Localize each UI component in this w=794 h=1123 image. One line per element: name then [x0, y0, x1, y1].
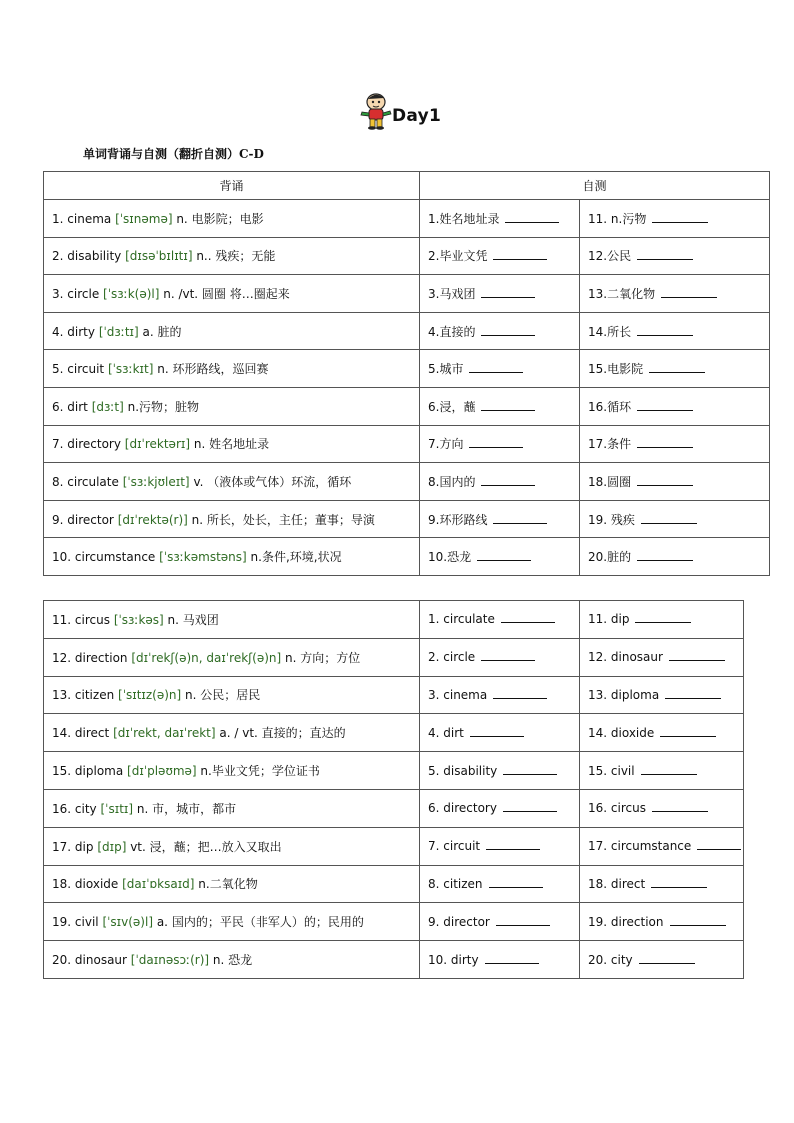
answer-blank[interactable]	[649, 371, 705, 373]
test-prompt: 13.二氧化物	[588, 286, 656, 301]
self-test-cell	[580, 275, 770, 313]
entry-number: 14.	[52, 726, 72, 741]
answer-blank[interactable]	[469, 371, 523, 373]
test-prompt: 1.姓名地址录	[428, 211, 500, 226]
answer-blank[interactable]	[503, 773, 557, 775]
entry-definition: n. /vt. 圆圈 将…圈起来	[159, 286, 290, 301]
entry-definition: n.毕业文凭；学位证书	[196, 764, 320, 779]
entry-number: 1.	[52, 211, 64, 226]
self-test-cell	[580, 941, 744, 979]
recite-cell	[44, 752, 420, 790]
self-test-cell	[580, 312, 770, 350]
test-prompt: 12. dinosaur	[588, 650, 663, 665]
test-prompt: 7.方向	[428, 437, 464, 452]
self-test-cell	[420, 200, 580, 238]
table-row	[44, 538, 770, 576]
answer-blank[interactable]	[670, 924, 726, 926]
recite-cell	[44, 601, 420, 639]
test-prompt: 9.环形路线	[428, 512, 488, 527]
recite-cell	[44, 500, 420, 538]
self-test-cell	[420, 827, 580, 865]
answer-blank[interactable]	[469, 446, 523, 448]
self-test-cell	[420, 865, 580, 903]
test-prompt: 8. citizen	[428, 876, 483, 891]
entry-phonetic: [dɪsəˈbɪlɪtɪ]	[125, 249, 193, 264]
entry-number: 2.	[52, 249, 64, 264]
test-prompt: 6. directory	[428, 801, 497, 816]
answer-blank[interactable]	[637, 334, 693, 336]
test-prompt: 16. circus	[588, 801, 646, 816]
recite-cell	[44, 200, 420, 238]
entry-phonetic: [daɪˈɒksaɪd]	[122, 877, 195, 892]
answer-blank[interactable]	[635, 621, 691, 623]
answer-blank[interactable]	[470, 735, 524, 737]
table-row	[44, 752, 744, 790]
section-subtitle: 单词背诵与自测（翻折自测）C-D	[83, 147, 264, 161]
self-test-cell	[580, 463, 770, 501]
entry-number: 9.	[52, 512, 64, 527]
entry-phonetic: [dɪˈrektərɪ]	[124, 437, 191, 452]
test-prompt: 6.浸，蘸	[428, 399, 476, 414]
answer-blank[interactable]	[637, 559, 693, 561]
answer-blank[interactable]	[503, 810, 557, 812]
entry-definition: n. 所长，处长，主任；董事；导演	[187, 512, 375, 527]
table-row	[44, 827, 744, 865]
entry-phonetic: [ˈsɜːk(ə)l]	[103, 286, 160, 301]
entry-definition: n. 姓名地址录	[190, 437, 270, 452]
self-test-cell	[420, 789, 580, 827]
answer-blank[interactable]	[477, 559, 531, 561]
test-prompt: 16.循环	[588, 399, 632, 414]
self-test-cell	[420, 638, 580, 676]
answer-blank[interactable]	[661, 296, 717, 298]
entry-definition: a. 脏的	[138, 324, 182, 339]
test-prompt: 4.直接的	[428, 324, 476, 339]
self-test-cell	[420, 350, 580, 388]
answer-blank[interactable]	[637, 258, 693, 260]
table-row	[44, 941, 744, 979]
entry-phonetic: [ˈsɪv(ə)l]	[102, 915, 154, 930]
answer-blank[interactable]	[493, 258, 547, 260]
recite-cell	[44, 387, 420, 425]
test-prompt: 14.所长	[588, 324, 632, 339]
entry-number: 12.	[52, 650, 72, 665]
entry-phonetic: [dɪˈrekʃ(ə)n, daɪˈrekʃ(ə)n]	[131, 650, 282, 665]
test-prompt: 19. direction	[588, 914, 664, 929]
answer-blank[interactable]	[505, 221, 559, 223]
entry-definition: n.. 残疾；无能	[192, 249, 276, 264]
entry-word: dirty	[67, 324, 95, 339]
answer-blank[interactable]	[665, 697, 721, 699]
self-test-cell	[580, 638, 744, 676]
self-test-cell	[580, 714, 744, 752]
entry-number: 16.	[52, 801, 72, 816]
entry-definition: n. 恐龙	[209, 953, 253, 968]
self-test-cell	[580, 601, 744, 639]
answer-blank[interactable]	[652, 221, 708, 223]
entry-word: director	[67, 512, 114, 527]
entry-word: dip	[74, 839, 94, 854]
self-test-cell	[420, 500, 580, 538]
self-test-cell	[420, 425, 580, 463]
cartoon-boy-icon	[358, 92, 392, 130]
test-prompt: 18. direct	[588, 876, 646, 891]
entry-definition: a. 国内的；平民（非军人）的；民用的	[153, 915, 364, 930]
answer-blank[interactable]	[493, 522, 547, 524]
test-prompt: 14. dioxide	[588, 725, 655, 740]
entry-phonetic: [dɜːt]	[91, 399, 124, 414]
entry-phonetic: [dɪˈrekt, daɪˈrekt]	[113, 726, 216, 741]
answer-blank[interactable]	[493, 697, 547, 699]
entry-word: dioxide	[74, 877, 119, 892]
self-test-cell	[420, 676, 580, 714]
test-prompt: 8.国内的	[428, 474, 476, 489]
test-prompt: 15.电影院	[588, 362, 644, 377]
entry-number: 19.	[52, 915, 72, 930]
answer-blank[interactable]	[481, 659, 535, 661]
table-row	[44, 425, 770, 463]
self-test-cell	[580, 350, 770, 388]
entry-number: 13.	[52, 688, 72, 703]
entry-phonetic: [ˈsɜːkɪt]	[107, 362, 154, 377]
table-row	[44, 200, 770, 238]
answer-blank[interactable]	[485, 962, 539, 964]
table-row	[44, 500, 770, 538]
answer-blank[interactable]	[660, 735, 716, 737]
entry-number: 20.	[52, 953, 72, 968]
recite-cell	[44, 538, 420, 576]
entry-number: 10.	[52, 550, 72, 565]
recite-cell	[44, 425, 420, 463]
answer-blank[interactable]	[669, 659, 725, 661]
entry-word: dinosaur	[74, 953, 127, 968]
entry-word: circumstance	[74, 550, 156, 565]
answer-blank[interactable]	[489, 886, 543, 888]
table-row	[44, 601, 744, 639]
entry-phonetic: [dɪp]	[97, 839, 127, 854]
entry-word: direct	[74, 726, 110, 741]
self-test-cell	[580, 538, 770, 576]
self-test-cell	[580, 752, 744, 790]
test-prompt: 15. civil	[588, 763, 635, 778]
entry-number: 11.	[52, 612, 72, 627]
self-test-cell	[420, 275, 580, 313]
self-test-cell	[580, 237, 770, 275]
answer-blank[interactable]	[637, 446, 693, 448]
answer-blank[interactable]	[501, 621, 555, 623]
self-test-cell	[580, 903, 744, 941]
entry-phonetic: [dɪˈrektə(r)]	[117, 512, 188, 527]
recite-cell	[44, 350, 420, 388]
entry-phonetic: [ˈsɜːkəs]	[113, 612, 164, 627]
entry-word: disability	[67, 249, 122, 264]
test-prompt: 17. circumstance	[588, 839, 692, 854]
test-prompt: 17.条件	[588, 437, 632, 452]
answer-blank[interactable]	[486, 848, 540, 850]
answer-blank[interactable]	[481, 296, 535, 298]
entry-phonetic: [ˈsɜːkjʊleɪt]	[122, 474, 190, 489]
recite-cell	[44, 941, 420, 979]
entry-number: 4.	[52, 324, 64, 339]
self-test-cell	[580, 387, 770, 425]
self-test-cell	[580, 865, 744, 903]
self-test-cell	[420, 387, 580, 425]
answer-blank[interactable]	[641, 773, 697, 775]
self-test-cell	[580, 425, 770, 463]
table-row	[44, 387, 770, 425]
entry-phonetic: [ˈdaɪnəsɔː(r)]	[130, 953, 210, 968]
table-row	[44, 714, 744, 752]
test-prompt: 7. circuit	[428, 839, 481, 854]
entry-word: diploma	[74, 764, 124, 779]
table-row	[44, 463, 770, 501]
table-row	[44, 903, 744, 941]
entry-phonetic: [ˈsɪtɪ]	[100, 801, 134, 816]
table-row	[44, 350, 770, 388]
entry-word: circuit	[67, 362, 105, 377]
answer-blank[interactable]	[637, 484, 693, 486]
table-row	[44, 865, 744, 903]
entry-phonetic: [dɪˈpləʊmə]	[127, 764, 197, 779]
test-prompt: 11. n.污物	[588, 211, 647, 226]
header-recite: 背诵	[44, 172, 420, 200]
recite-cell	[44, 676, 420, 714]
entry-definition: n.二氧化物	[194, 877, 258, 892]
recite-cell	[44, 903, 420, 941]
test-prompt: 10. dirty	[428, 952, 479, 967]
table-row	[44, 237, 770, 275]
self-test-cell	[580, 500, 770, 538]
test-prompt: 12.公民	[588, 249, 632, 264]
entry-phonetic: [ˈdɜːtɪ]	[98, 324, 139, 339]
page-header	[0, 92, 794, 136]
answer-blank[interactable]	[496, 924, 550, 926]
entry-definition: n. 公民；居民	[181, 688, 261, 703]
self-test-cell	[420, 237, 580, 275]
entry-word: direction	[74, 650, 128, 665]
answer-blank[interactable]	[481, 334, 535, 336]
self-test-cell	[420, 312, 580, 350]
entry-definition: v. （液体或气体）环流，循环	[189, 474, 352, 489]
self-test-cell	[420, 752, 580, 790]
entry-phonetic: [ˈsɪtɪz(ə)n]	[118, 688, 182, 703]
entry-number: 3.	[52, 286, 64, 301]
recite-cell	[44, 789, 420, 827]
entry-definition: n. 电影院；电影	[172, 211, 264, 226]
test-prompt: 20. city	[588, 952, 633, 967]
vocab-table-1	[43, 171, 770, 576]
table-row	[44, 789, 744, 827]
answer-blank[interactable]	[637, 409, 693, 411]
answer-blank[interactable]	[481, 409, 535, 411]
entry-definition: n. 马戏团	[163, 612, 219, 627]
table-row	[44, 676, 744, 714]
test-prompt: 11. dip	[588, 612, 630, 627]
entry-word: circulate	[67, 474, 119, 489]
entry-phonetic: [ˈsɪnəmə]	[115, 211, 173, 226]
self-test-cell	[420, 601, 580, 639]
recite-cell	[44, 865, 420, 903]
entry-word: city	[74, 801, 97, 816]
entry-word: circus	[74, 612, 110, 627]
entry-number: 15.	[52, 764, 72, 779]
answer-blank[interactable]	[481, 484, 535, 486]
test-prompt: 10.恐龙	[428, 550, 472, 565]
vocab-table-2	[43, 600, 744, 979]
recite-cell	[44, 237, 420, 275]
entry-phonetic: [ˈsɜːkəmstəns]	[159, 550, 247, 565]
entry-number: 7.	[52, 437, 64, 452]
test-prompt: 2. circle	[428, 650, 476, 665]
test-prompt: 20.脏的	[588, 550, 632, 565]
self-test-cell	[420, 463, 580, 501]
test-prompt: 19. 残疾	[588, 512, 635, 527]
entry-definition: n. 市，城市，都市	[133, 801, 237, 816]
self-test-cell	[420, 714, 580, 752]
test-prompt: 2.毕业文凭	[428, 249, 488, 264]
entry-word: civil	[74, 915, 99, 930]
entry-number: 17.	[52, 839, 72, 854]
page-title: Day1	[392, 106, 442, 126]
answer-blank[interactable]	[697, 848, 741, 850]
entry-definition: n.条件,环境,状况	[246, 550, 342, 565]
entry-word: cinema	[67, 211, 112, 226]
test-prompt: 5.城市	[428, 362, 464, 377]
entry-definition: n.污物；脏物	[123, 399, 200, 414]
self-test-cell	[420, 903, 580, 941]
table-row	[44, 638, 744, 676]
recite-cell	[44, 275, 420, 313]
entry-definition: n. 环形路线，巡回赛	[153, 362, 269, 377]
self-test-cell	[580, 200, 770, 238]
self-test-cell	[420, 538, 580, 576]
entry-number: 6.	[52, 399, 64, 414]
entry-word: dirt	[67, 399, 88, 414]
test-prompt: 4. dirt	[428, 725, 464, 740]
entry-number: 18.	[52, 877, 72, 892]
entry-definition: vt. 浸，蘸；把…放入又取出	[126, 839, 282, 854]
test-prompt: 9. director	[428, 914, 490, 929]
table-row	[44, 275, 770, 313]
answer-blank[interactable]	[652, 810, 708, 812]
test-prompt: 3. cinema	[428, 687, 488, 702]
self-test-cell	[580, 827, 744, 865]
entry-definition: a. / vt. 直接的；直达的	[215, 726, 346, 741]
entry-number: 5.	[52, 362, 64, 377]
header-self-test: 自测	[420, 172, 770, 200]
entry-number: 8.	[52, 474, 64, 489]
recite-cell	[44, 312, 420, 350]
self-test-cell	[580, 789, 744, 827]
answer-blank[interactable]	[651, 886, 707, 888]
answer-blank[interactable]	[641, 522, 697, 524]
test-prompt: 1. circulate	[428, 612, 495, 627]
recite-cell	[44, 638, 420, 676]
recite-cell	[44, 714, 420, 752]
entry-word: circle	[67, 286, 100, 301]
entry-definition: n. 方向；方位	[281, 650, 361, 665]
answer-blank[interactable]	[639, 962, 695, 964]
table-row	[44, 312, 770, 350]
recite-cell	[44, 827, 420, 865]
test-prompt: 5. disability	[428, 763, 498, 778]
self-test-cell	[420, 941, 580, 979]
entry-word: citizen	[74, 688, 115, 703]
test-prompt: 3.马戏团	[428, 286, 476, 301]
test-prompt: 18.圆圈	[588, 474, 632, 489]
test-prompt: 13. diploma	[588, 687, 660, 702]
entry-word: directory	[67, 437, 121, 452]
recite-cell	[44, 463, 420, 501]
self-test-cell	[580, 676, 744, 714]
